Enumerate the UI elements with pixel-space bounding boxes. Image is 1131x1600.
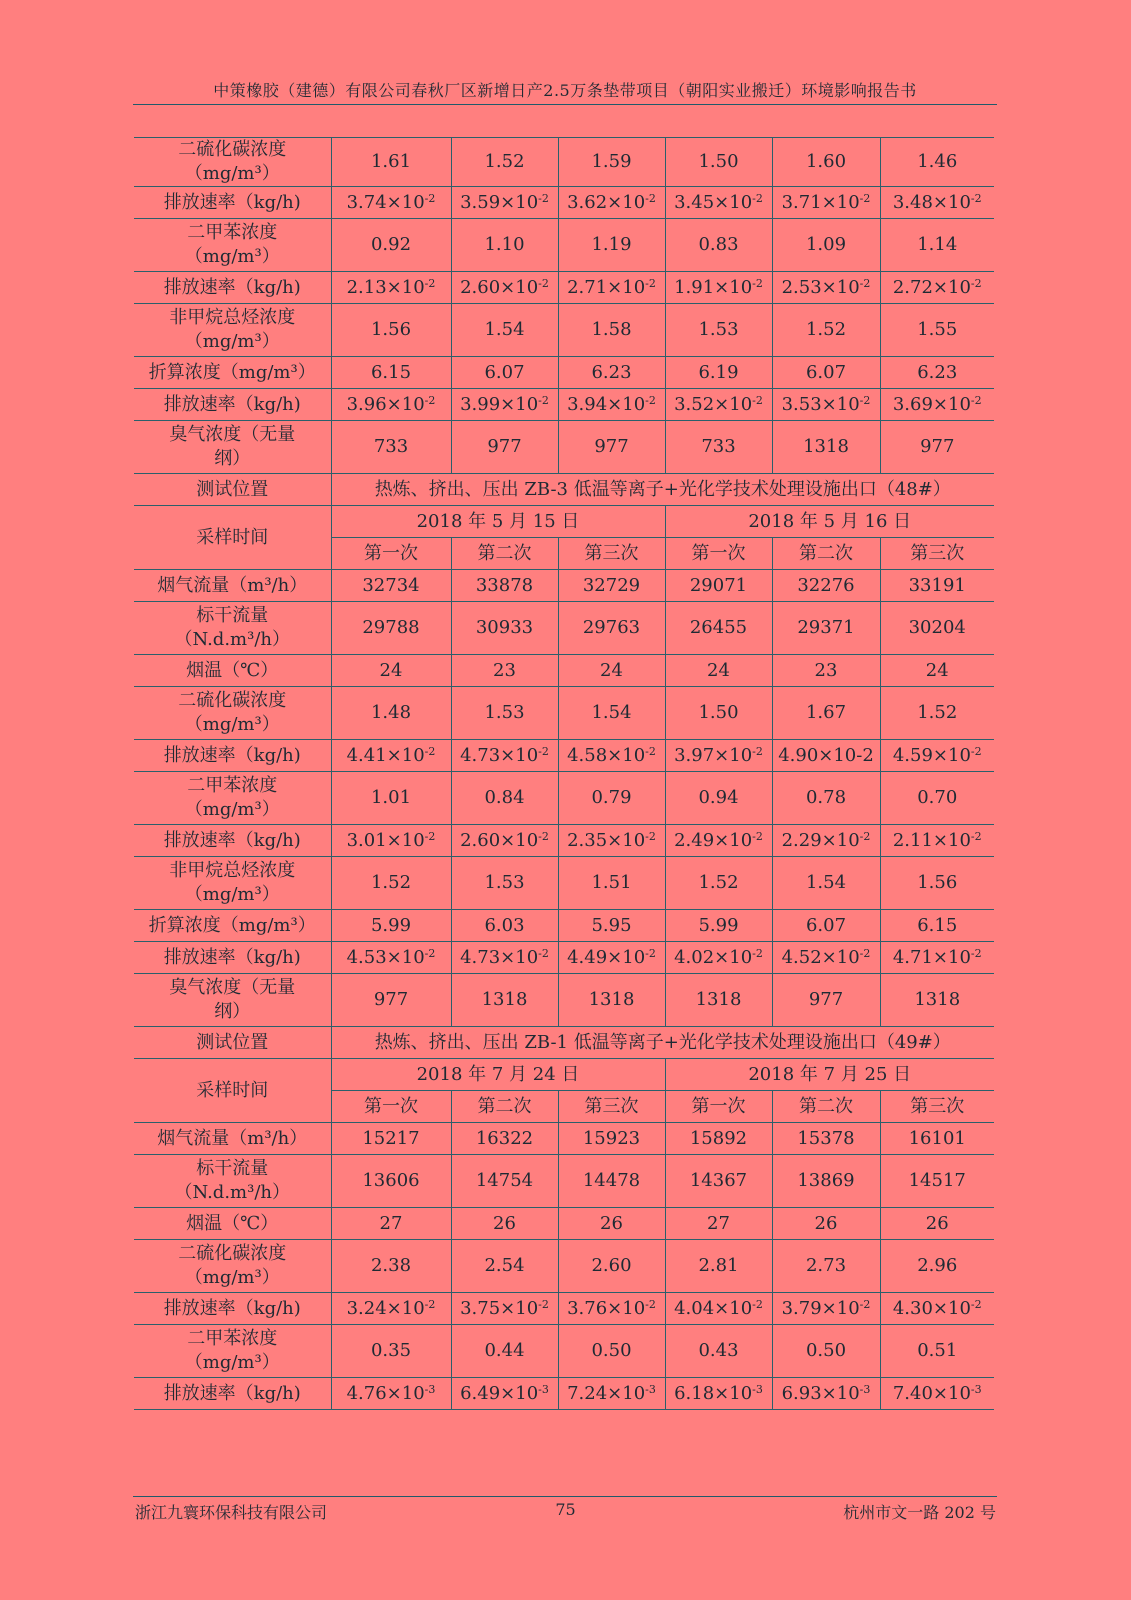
cell-value: $4.58\times 10^{-2}$ bbox=[558, 740, 665, 772]
cell-value: 0.94 bbox=[665, 772, 772, 825]
cell-value: $4.02\times 10^{-2}$ bbox=[665, 942, 772, 974]
table-row bbox=[134, 421, 994, 474]
cell-value: 14754 bbox=[451, 1155, 558, 1208]
cell-value: 1.61 bbox=[331, 138, 451, 187]
page-number: 75 bbox=[555, 1500, 576, 1519]
cell-value: 15378 bbox=[772, 1123, 880, 1155]
cell-value: 2.60 bbox=[558, 1240, 665, 1293]
cell-value: 0.83 bbox=[665, 219, 772, 272]
row-label: 非甲烷总烃浓度 （mg/m³） bbox=[134, 304, 331, 357]
row-label: 折算浓度（mg/m³） bbox=[134, 357, 331, 389]
cell-value: 14367 bbox=[665, 1155, 772, 1208]
cell-value: $4.49\times 10^{-2}$ bbox=[558, 942, 665, 974]
run-label: 第二次 bbox=[451, 1091, 558, 1123]
location-row bbox=[134, 474, 994, 506]
cell-value: $3.01\times 10^{-2}$ bbox=[331, 825, 451, 857]
date-row bbox=[134, 1059, 994, 1091]
cell-value: 1.54 bbox=[558, 687, 665, 740]
cell-value: $3.62\times 10^{-2}$ bbox=[558, 187, 665, 219]
cell-value: 6.07 bbox=[451, 357, 558, 389]
cell-value: $7.24\times 10^{-3}$ bbox=[558, 1378, 665, 1410]
cell-value: $4.73\times 10^{-2}$ bbox=[451, 740, 558, 772]
cell-value: 977 bbox=[880, 421, 994, 474]
cell-value: 5.95 bbox=[558, 910, 665, 942]
cell-value: 5.99 bbox=[665, 910, 772, 942]
cell-value: $4.71\times 10^{-2}$ bbox=[880, 942, 994, 974]
cell-value: 0.50 bbox=[558, 1325, 665, 1378]
footer-rule bbox=[133, 1496, 997, 1497]
cell-value: 6.07 bbox=[772, 357, 880, 389]
cell-value: 1.67 bbox=[772, 687, 880, 740]
monitoring-results-table bbox=[134, 137, 994, 1410]
cell-value: 1.52 bbox=[880, 687, 994, 740]
row-label: 排放速率（kg/h) bbox=[134, 389, 331, 421]
row-label: 排放速率（kg/h) bbox=[134, 272, 331, 304]
row-label: 二甲苯浓度 （mg/m³） bbox=[134, 772, 331, 825]
cell-value: 2.54 bbox=[451, 1240, 558, 1293]
cell-value: 0.51 bbox=[880, 1325, 994, 1378]
row-label: 标干流量 （N.d.m³/h） bbox=[134, 1155, 331, 1208]
cell-value: 26 bbox=[880, 1208, 994, 1240]
cell-value: $4.53\times 10^{-2}$ bbox=[331, 942, 451, 974]
table-row bbox=[134, 187, 994, 219]
cell-value: $3.99\times 10^{-2}$ bbox=[451, 389, 558, 421]
cell-value: 977 bbox=[451, 421, 558, 474]
sampling-time-label: 采样时间 bbox=[134, 506, 331, 570]
cell-value: 1.19 bbox=[558, 219, 665, 272]
cell-value: $3.94\times 10^{-2}$ bbox=[558, 389, 665, 421]
cell-value: 24 bbox=[880, 655, 994, 687]
cell-value: 6.03 bbox=[451, 910, 558, 942]
cell-value: 0.84 bbox=[451, 772, 558, 825]
table-row bbox=[134, 772, 994, 825]
cell-value: 29371 bbox=[772, 602, 880, 655]
cell-value: 26 bbox=[772, 1208, 880, 1240]
cell-value: 2.38 bbox=[331, 1240, 451, 1293]
cell-value: 0.43 bbox=[665, 1325, 772, 1378]
cell-value: 1.48 bbox=[331, 687, 451, 740]
row-label: 折算浓度（mg/m³） bbox=[134, 910, 331, 942]
location-label: 测试位置 bbox=[134, 1027, 331, 1059]
cell-value: $4.76\times 10^{-3}$ bbox=[331, 1378, 451, 1410]
cell-value: 1.01 bbox=[331, 772, 451, 825]
cell-value: 1.53 bbox=[665, 304, 772, 357]
cell-value: 1.56 bbox=[331, 304, 451, 357]
table-row bbox=[134, 1240, 994, 1293]
row-label: 烟气流量（m³/h） bbox=[134, 1123, 331, 1155]
cell-value: 0.92 bbox=[331, 219, 451, 272]
cell-value: 1.46 bbox=[880, 138, 994, 187]
row-label: 排放速率（kg/h) bbox=[134, 942, 331, 974]
cell-value: 977 bbox=[331, 974, 451, 1027]
table-row bbox=[134, 304, 994, 357]
cell-value: 24 bbox=[558, 655, 665, 687]
cell-value: $3.48\times 10^{-2}$ bbox=[880, 187, 994, 219]
cell-value: $2.71\times 10^{-2}$ bbox=[558, 272, 665, 304]
cell-value: 1.52 bbox=[772, 304, 880, 357]
run-label: 第一次 bbox=[331, 1091, 451, 1123]
cell-value: 23 bbox=[451, 655, 558, 687]
cell-value: $4.30\times 10^{-2}$ bbox=[880, 1293, 994, 1325]
cell-value: 1.52 bbox=[331, 857, 451, 910]
cell-value: 24 bbox=[665, 655, 772, 687]
table-row bbox=[134, 602, 994, 655]
cell-value: 0.44 bbox=[451, 1325, 558, 1378]
run-label: 第二次 bbox=[772, 538, 880, 570]
sampling-date: 2018 年 5 月 15 日 bbox=[331, 506, 665, 538]
table-row bbox=[134, 942, 994, 974]
cell-value: $2.35\times 10^{-2}$ bbox=[558, 825, 665, 857]
row-label: 排放速率（kg/h) bbox=[134, 740, 331, 772]
cell-value: 14478 bbox=[558, 1155, 665, 1208]
table-row bbox=[134, 974, 994, 1027]
table-row bbox=[134, 1208, 994, 1240]
cell-value: $2.60\times 10^{-2}$ bbox=[451, 272, 558, 304]
table-row bbox=[134, 857, 994, 910]
row-label: 烟温（℃） bbox=[134, 655, 331, 687]
cell-value: 1.54 bbox=[772, 857, 880, 910]
row-label: 二硫化碳浓度 （mg/m³） bbox=[134, 1240, 331, 1293]
cell-value: 1.55 bbox=[880, 304, 994, 357]
location-label: 测试位置 bbox=[134, 474, 331, 506]
table-row bbox=[134, 1325, 994, 1378]
table-row bbox=[134, 825, 994, 857]
cell-value: 33878 bbox=[451, 570, 558, 602]
run-label: 第一次 bbox=[331, 538, 451, 570]
cell-value: 1.10 bbox=[451, 219, 558, 272]
table-row bbox=[134, 1155, 994, 1208]
cell-value: 2.81 bbox=[665, 1240, 772, 1293]
table-row bbox=[134, 740, 994, 772]
cell-value: 733 bbox=[665, 421, 772, 474]
cell-value: 14517 bbox=[880, 1155, 994, 1208]
cell-value: $1.91\times 10^{-2}$ bbox=[665, 272, 772, 304]
sampling-date: 2018 年 5 月 16 日 bbox=[665, 506, 994, 538]
row-label: 臭气浓度（无量 纲） bbox=[134, 974, 331, 1027]
table-row bbox=[134, 570, 994, 602]
cell-value: 0.79 bbox=[558, 772, 665, 825]
cell-value: 24 bbox=[331, 655, 451, 687]
cell-value: $6.49\times 10^{-3}$ bbox=[451, 1378, 558, 1410]
cell-value: $3.79\times 10^{-2}$ bbox=[772, 1293, 880, 1325]
row-label: 标干流量 （N.d.m³/h） bbox=[134, 602, 331, 655]
cell-value: 1318 bbox=[665, 974, 772, 1027]
cell-value: $4.73\times 10^{-2}$ bbox=[451, 942, 558, 974]
cell-value: 977 bbox=[772, 974, 880, 1027]
cell-value: 5.99 bbox=[331, 910, 451, 942]
row-label: 二硫化碳浓度 （mg/m³） bbox=[134, 138, 331, 187]
cell-value: 1318 bbox=[451, 974, 558, 1027]
cell-value: 32734 bbox=[331, 570, 451, 602]
row-label: 非甲烷总烃浓度 （mg/m³） bbox=[134, 857, 331, 910]
table-row bbox=[134, 1293, 994, 1325]
run-label: 第二次 bbox=[451, 538, 558, 570]
cell-value: $3.74\times 10^{-2}$ bbox=[331, 187, 451, 219]
run-label: 第三次 bbox=[558, 1091, 665, 1123]
run-label: 第二次 bbox=[772, 1091, 880, 1123]
cell-value: 13606 bbox=[331, 1155, 451, 1208]
cell-value: 1.53 bbox=[451, 857, 558, 910]
table-row bbox=[134, 910, 994, 942]
cell-value: $3.69\times 10^{-2}$ bbox=[880, 389, 994, 421]
cell-value: $3.76\times 10^{-2}$ bbox=[558, 1293, 665, 1325]
cell-value: 6.23 bbox=[880, 357, 994, 389]
run-label: 第三次 bbox=[880, 1091, 994, 1123]
run-label: 第一次 bbox=[665, 1091, 772, 1123]
cell-value: 1.50 bbox=[665, 138, 772, 187]
cell-value: 15923 bbox=[558, 1123, 665, 1155]
row-label: 排放速率（kg/h) bbox=[134, 187, 331, 219]
cell-value: 23 bbox=[772, 655, 880, 687]
cell-value: 32729 bbox=[558, 570, 665, 602]
cell-value: $2.60\times 10^{-2}$ bbox=[451, 825, 558, 857]
cell-value: $4.04\times 10^{-2}$ bbox=[665, 1293, 772, 1325]
cell-value: $2.29\times 10^{-2}$ bbox=[772, 825, 880, 857]
row-label: 二甲苯浓度 （mg/m³） bbox=[134, 1325, 331, 1378]
row-label: 排放速率（kg/h) bbox=[134, 1293, 331, 1325]
cell-value: 16101 bbox=[880, 1123, 994, 1155]
cell-value: 0.78 bbox=[772, 772, 880, 825]
cell-value: $3.71\times 10^{-2}$ bbox=[772, 187, 880, 219]
cell-value: 6.15 bbox=[880, 910, 994, 942]
cell-value: $3.24\times 10^{-2}$ bbox=[331, 1293, 451, 1325]
location-row bbox=[134, 1027, 994, 1059]
cell-value: 1.58 bbox=[558, 304, 665, 357]
cell-value: 1318 bbox=[558, 974, 665, 1027]
cell-value: 15892 bbox=[665, 1123, 772, 1155]
cell-value: 2.96 bbox=[880, 1240, 994, 1293]
footer-company: 浙江九寰环保科技有限公司 bbox=[135, 1503, 328, 1522]
cell-value: $2.11\times 10^{-2}$ bbox=[880, 825, 994, 857]
cell-value: $7.40\times 10^{-3}$ bbox=[880, 1378, 994, 1410]
table-row bbox=[134, 655, 994, 687]
cell-value: $4.59\times 10^{-2}$ bbox=[880, 740, 994, 772]
cell-value: $3.52\times 10^{-2}$ bbox=[665, 389, 772, 421]
table-row bbox=[134, 219, 994, 272]
cell-value: 2.73 bbox=[772, 1240, 880, 1293]
cell-value: 6.19 bbox=[665, 357, 772, 389]
cell-value: 0.35 bbox=[331, 1325, 451, 1378]
cell-value: $6.18\times 10^{-3}$ bbox=[665, 1378, 772, 1410]
run-label: 第一次 bbox=[665, 538, 772, 570]
sampling-date: 2018 年 7 月 25 日 bbox=[665, 1059, 994, 1091]
cell-value: $4.52\times 10^{-2}$ bbox=[772, 942, 880, 974]
cell-value: $3.59\times 10^{-2}$ bbox=[451, 187, 558, 219]
cell-value: $3.96\times 10^{-2}$ bbox=[331, 389, 451, 421]
table-row bbox=[134, 389, 994, 421]
cell-value: $6.93\times 10^{-3}$ bbox=[772, 1378, 880, 1410]
page-header: 中策橡胶（建德）有限公司春秋厂区新增日产2.5万条垫带项目（朝阳实业搬迁）环境影响报告书 bbox=[213, 81, 917, 100]
table-row bbox=[134, 357, 994, 389]
cell-value: $3.97\times 10^{-2}$ bbox=[665, 740, 772, 772]
cell-value: 26 bbox=[558, 1208, 665, 1240]
cell-value: 6.23 bbox=[558, 357, 665, 389]
cell-value: $2.53\times 10^{-2}$ bbox=[772, 272, 880, 304]
cell-value: 1.50 bbox=[665, 687, 772, 740]
cell-value: 27 bbox=[665, 1208, 772, 1240]
cell-value: 26455 bbox=[665, 602, 772, 655]
cell-value: 0.50 bbox=[772, 1325, 880, 1378]
row-label: 烟温（℃） bbox=[134, 1208, 331, 1240]
cell-value: 1.60 bbox=[772, 138, 880, 187]
row-label: 二硫化碳浓度 （mg/m³） bbox=[134, 687, 331, 740]
cell-value: 26 bbox=[451, 1208, 558, 1240]
cell-value: 4.90×10-2 bbox=[772, 740, 880, 772]
cell-value: 1318 bbox=[772, 421, 880, 474]
cell-value: 1.14 bbox=[880, 219, 994, 272]
sampling-time-label: 采样时间 bbox=[134, 1059, 331, 1123]
cell-value: 30204 bbox=[880, 602, 994, 655]
table-row bbox=[134, 1123, 994, 1155]
cell-value: 30933 bbox=[451, 602, 558, 655]
cell-value: 29788 bbox=[331, 602, 451, 655]
cell-value: $2.49\times 10^{-2}$ bbox=[665, 825, 772, 857]
cell-value: 1.53 bbox=[451, 687, 558, 740]
table-row bbox=[134, 138, 994, 187]
row-label: 臭气浓度（无量 纲） bbox=[134, 421, 331, 474]
cell-value: 1.52 bbox=[451, 138, 558, 187]
location-value: 热炼、挤出、压出 ZB-3 低温等离子+光化学技术处理设施出口（48#） bbox=[331, 474, 994, 506]
cell-value: 1.56 bbox=[880, 857, 994, 910]
table-row bbox=[134, 1378, 994, 1410]
cell-value: $4.41\times 10^{-2}$ bbox=[331, 740, 451, 772]
cell-value: 13869 bbox=[772, 1155, 880, 1208]
location-value: 热炼、挤出、压出 ZB-1 低温等离子+光化学技术处理设施出口（49#） bbox=[331, 1027, 994, 1059]
cell-value: $3.45\times 10^{-2}$ bbox=[665, 187, 772, 219]
cell-value: 32276 bbox=[772, 570, 880, 602]
cell-value: 29071 bbox=[665, 570, 772, 602]
cell-value: 0.70 bbox=[880, 772, 994, 825]
cell-value: $3.53\times 10^{-2}$ bbox=[772, 389, 880, 421]
cell-value: 27 bbox=[331, 1208, 451, 1240]
run-label: 第三次 bbox=[880, 538, 994, 570]
cell-value: 15217 bbox=[331, 1123, 451, 1155]
cell-value: 1.09 bbox=[772, 219, 880, 272]
row-label: 排放速率（kg/h) bbox=[134, 825, 331, 857]
cell-value: 1.51 bbox=[558, 857, 665, 910]
cell-value: 16322 bbox=[451, 1123, 558, 1155]
cell-value: 1.54 bbox=[451, 304, 558, 357]
row-label: 烟气流量（m³/h） bbox=[134, 570, 331, 602]
row-label: 二甲苯浓度 （mg/m³） bbox=[134, 219, 331, 272]
cell-value: $2.13\times 10^{-2}$ bbox=[331, 272, 451, 304]
cell-value: 6.15 bbox=[331, 357, 451, 389]
run-label: 第三次 bbox=[558, 538, 665, 570]
cell-value: $3.75\times 10^{-2}$ bbox=[451, 1293, 558, 1325]
footer-address: 杭州市文一路 202 号 bbox=[843, 1503, 996, 1522]
cell-value: 1.59 bbox=[558, 138, 665, 187]
cell-value: 29763 bbox=[558, 602, 665, 655]
sampling-date: 2018 年 7 月 24 日 bbox=[331, 1059, 665, 1091]
date-row bbox=[134, 506, 994, 538]
cell-value: 33191 bbox=[880, 570, 994, 602]
cell-value: 1318 bbox=[880, 974, 994, 1027]
header-rule bbox=[133, 104, 997, 105]
cell-value: 1.52 bbox=[665, 857, 772, 910]
table-row bbox=[134, 687, 994, 740]
cell-value: 977 bbox=[558, 421, 665, 474]
row-label: 排放速率（kg/h) bbox=[134, 1378, 331, 1410]
table-row bbox=[134, 272, 994, 304]
cell-value: $2.72\times 10^{-2}$ bbox=[880, 272, 994, 304]
cell-value: 6.07 bbox=[772, 910, 880, 942]
cell-value: 733 bbox=[331, 421, 451, 474]
